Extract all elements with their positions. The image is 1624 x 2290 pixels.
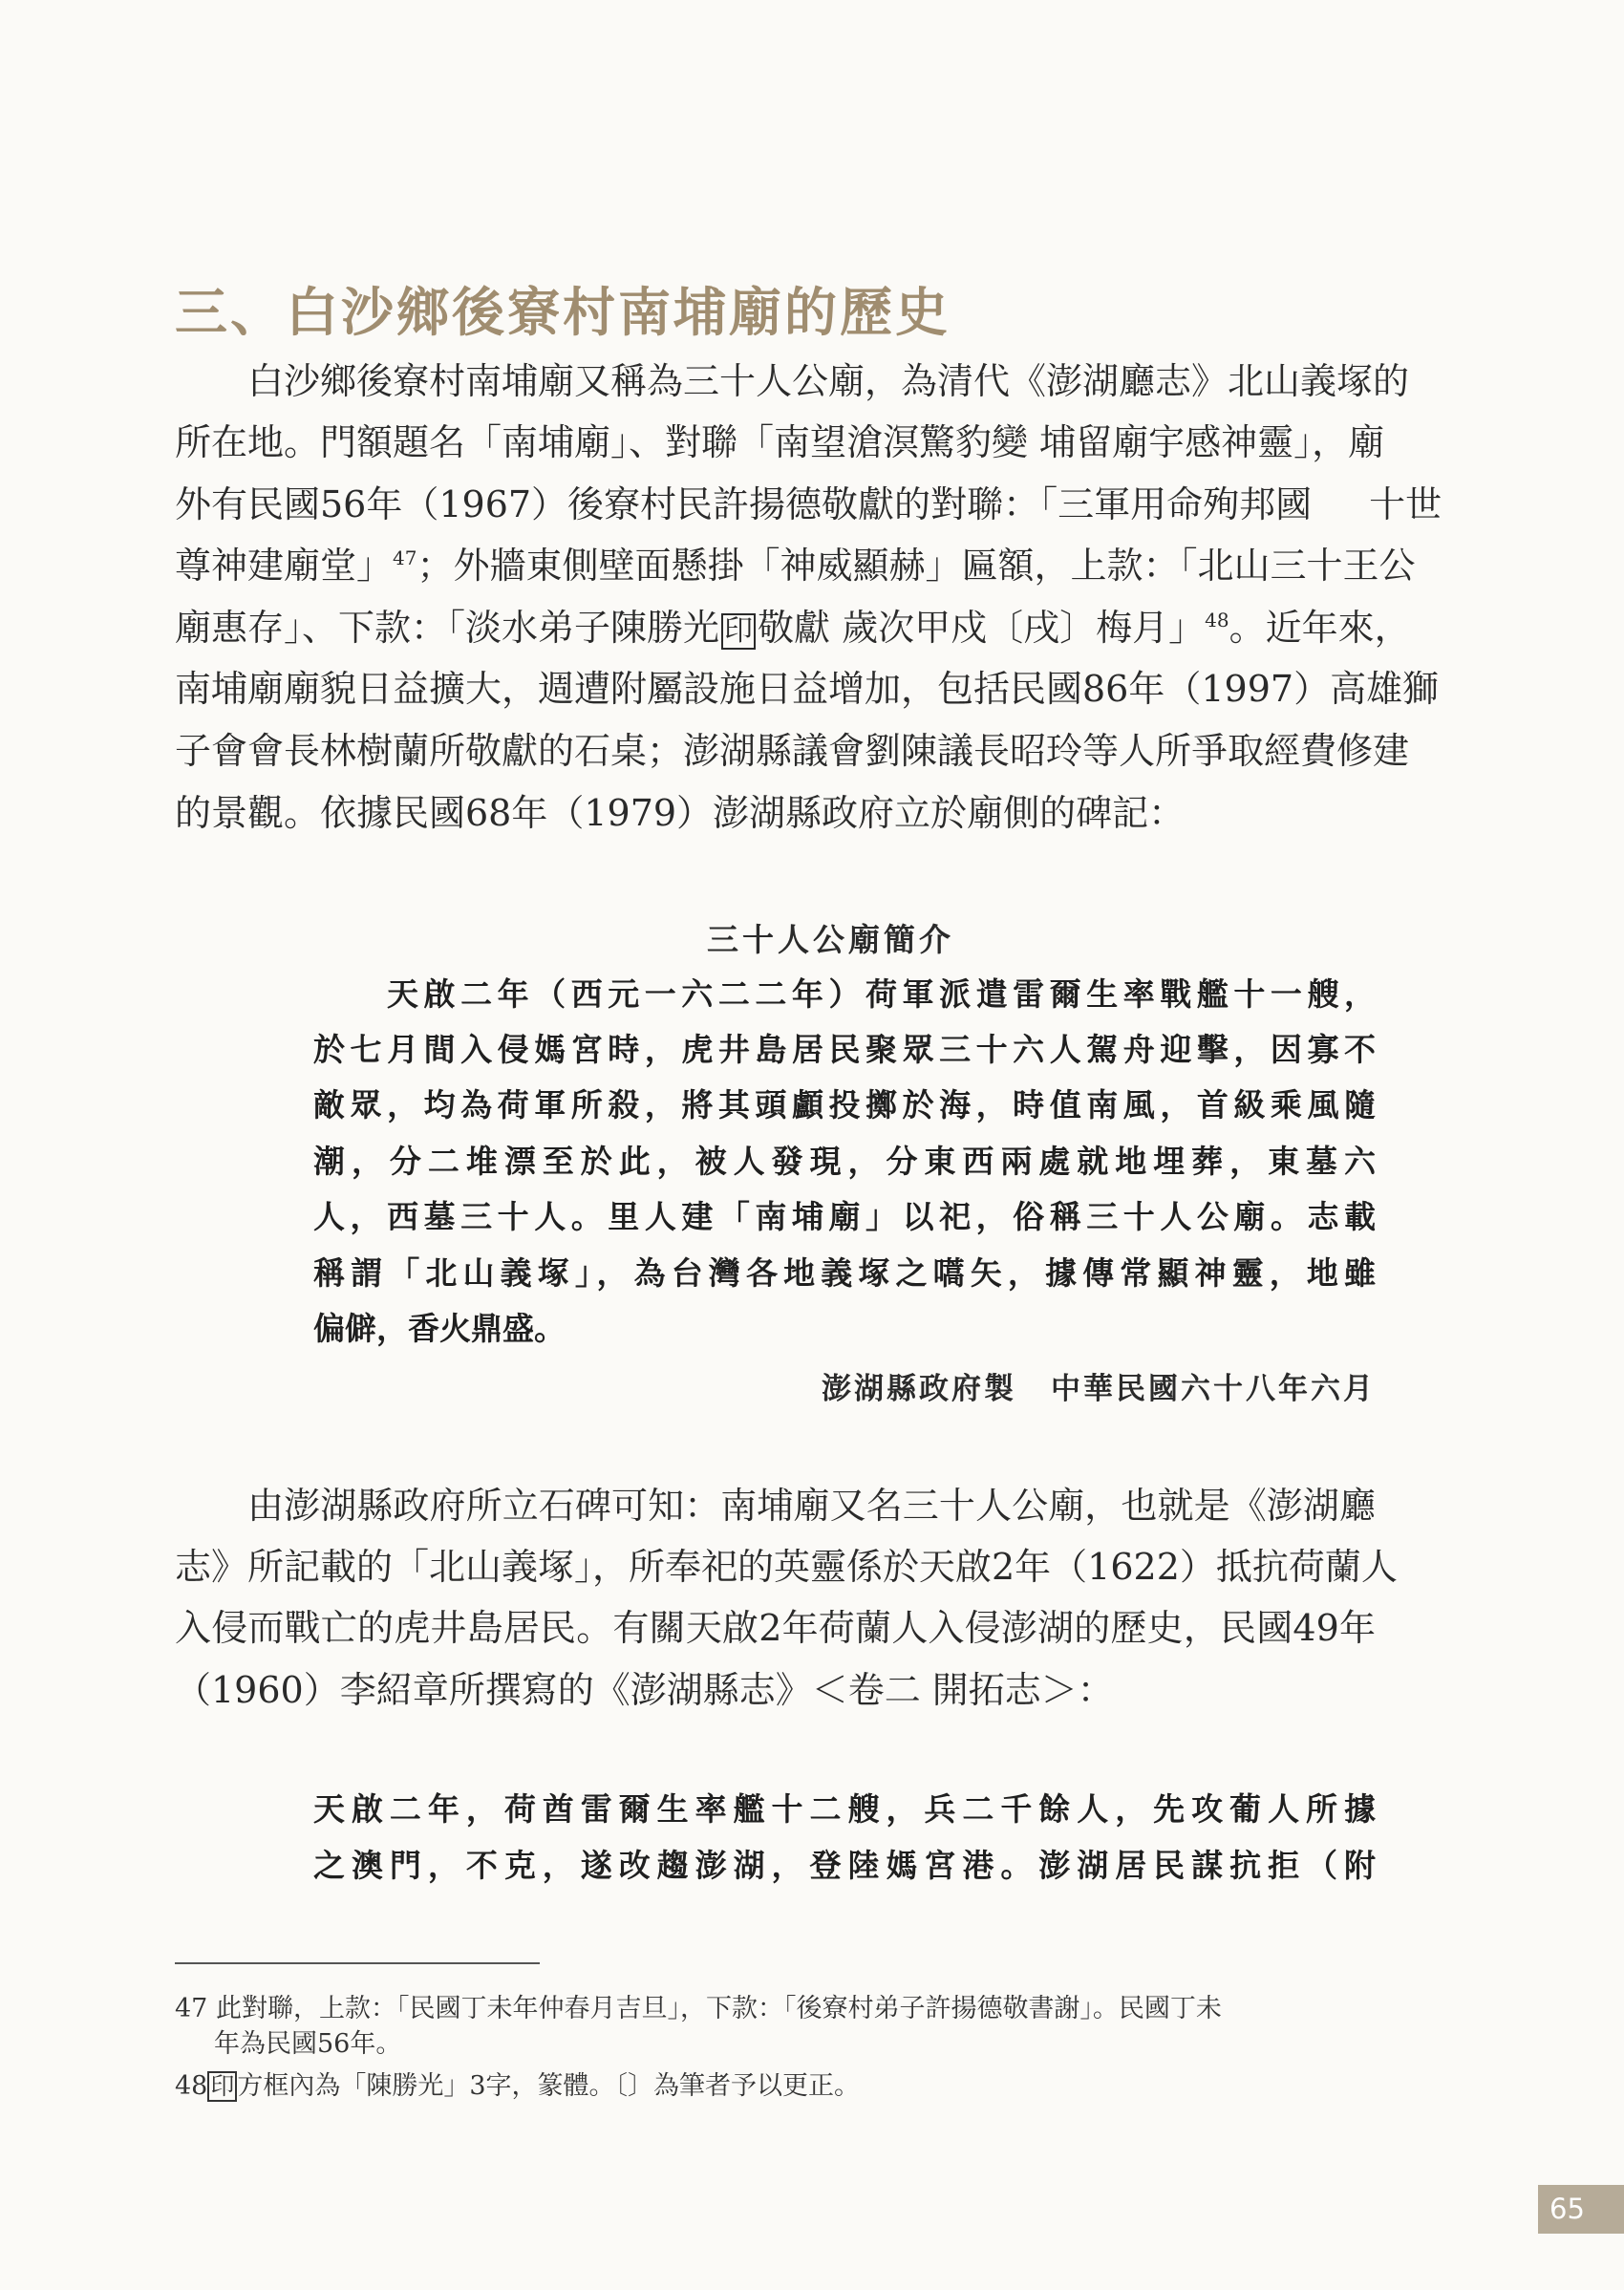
paragraph-1-line-3 xyxy=(175,482,1442,526)
stele-line: 潮，分二堆漂至於此，被人發現，分東西兩處就地埋葬，東墓六 xyxy=(313,1143,1376,1180)
paragraph-1-line-5 xyxy=(175,606,1411,650)
paragraph-1-line-3-tail: 十世 xyxy=(1369,483,1442,525)
paragraph-1-line-4 xyxy=(175,544,1416,588)
footnote-48 xyxy=(175,2070,860,2103)
footnote-47-line-2: 年為民國56年。 xyxy=(214,2029,402,2059)
footnote-48-box: 印 xyxy=(207,2071,237,2102)
stele-line: 偏僻，香火鼎盛。 xyxy=(313,1310,566,1347)
paragraph-1-line-4-text: 尊神建廟堂」 xyxy=(175,545,394,587)
paragraph-1-line-2: 所在地。門額題名「南埔廟」、對聯「南望滄溟驚豹變 埔留廟宇感神靈」，廟 xyxy=(175,421,1385,463)
paragraph-1-line-3-text: 外有民國56年（1967）後寮村民許揚德敬獻的對聯：「三軍用命殉邦國 xyxy=(175,483,1313,525)
paragraph-2-line-1: 由澎湖縣政府所立石碑可知：南埔廟又名三十人公廟，也就是《澎湖廳 xyxy=(247,1485,1376,1527)
county-quote-line: 天啟二年，荷酋雷爾生率艦十二艘，兵二千餘人，先攻葡人所據 xyxy=(313,1790,1376,1828)
paragraph-1-line-6: 南埔廟廟貌日益擴大，週遭附屬設施日益增加，包括民國86年（1997）高雄獅 xyxy=(175,668,1440,710)
paragraph-2-line-4: （1960）李紹章所撰寫的《澎湖縣志》＜卷二 開拓志＞： xyxy=(175,1669,1114,1711)
stele-signature-date: 中華民國六十八年六月 xyxy=(1051,1372,1376,1406)
stele-line: 天啟二年（西元一六二二年）荷軍派遣雷爾生率戰艦十一艘， xyxy=(387,975,1376,1013)
footnote-47-line-1: 47 此對聯，上款：「民國丁未年仲春月吉旦」，下款：「後寮村弟子許揚德敬書謝」。民國丁未 xyxy=(175,1994,1222,2023)
stele-signature-org: 澎湖縣政府製 xyxy=(822,1372,1016,1406)
footnote-48-number: 48 xyxy=(175,2071,208,2101)
footnote-ref-48: 48 xyxy=(1205,609,1229,631)
paragraph-1-line-8: 的景觀。依據民國68年（1979）澎湖縣政府立於廟側的碑記： xyxy=(175,792,1186,834)
section-title: 三、白沙鄉後寮村南埔廟的歷史 xyxy=(175,282,951,343)
footnote-48-text: 方框內為「陳勝光」3字，篆體。〔〕為筆者予以更正。 xyxy=(237,2071,861,2101)
page-number: 65 xyxy=(1538,2185,1624,2234)
paragraph-2-line-2: 志》所記載的「北山義塚」，所奉祀的英靈係於天啟2年（1622）抵抗荷蘭人 xyxy=(175,1546,1398,1588)
stele-signature xyxy=(822,1364,1376,1407)
paragraph-1-line-5-mid: 敬獻 歲次甲戍〔戌〕梅月」 xyxy=(758,607,1206,649)
stele-line: 稱謂「北山義塚」，為台灣各地義塚之嚆矢，據傳常顯神靈，地雖 xyxy=(313,1254,1376,1292)
paragraph-1-line-5-text: 廟惠存」、下款：「淡水弟子陳勝光 xyxy=(175,607,720,649)
stele-line: 人，西墓三十人。里人建「南埔廟」以祀，俗稱三十人公廟。志載 xyxy=(313,1198,1376,1235)
stele-line: 敵眾，均為荷軍所殺，將其頭顱投擲於海，時值南風，首級乘風隨 xyxy=(313,1086,1376,1124)
footnote-divider xyxy=(175,1962,540,1964)
paragraph-1-line-4-tail: ；外牆東側壁面懸掛「神威顯赫」匾額，上款：「北山三十王公 xyxy=(417,545,1416,587)
paragraph-1-line-1: 白沙鄉後寮村南埔廟又稱為三十人公廟，為清代《澎湖廳志》北山義塚的 xyxy=(247,360,1410,402)
paragraph-1-line-7: 子會會長林樹蘭所敬獻的石桌；澎湖縣議會劉陳議長昭玲等人所爭取經費修建 xyxy=(175,730,1410,772)
seal-box: 印 xyxy=(721,613,756,650)
stele-title: 三十人公廟簡介 xyxy=(707,921,954,958)
paragraph-1-line-5-tail: 。近年來， xyxy=(1229,607,1411,649)
footnote-ref-47: 47 xyxy=(393,546,417,569)
county-quote-line: 之澳門，不克，遂改趨澎湖，登陸媽宮港。澎湖居民謀抗拒（附 xyxy=(313,1847,1376,1884)
paragraph-2-line-3: 入侵而戰亡的虎井島居民。有關天啟2年荷蘭人入侵澎湖的歷史，民國49年 xyxy=(175,1607,1376,1649)
stele-line: 於七月間入侵媽宮時，虎井島居民聚眾三十六人駕舟迎擊，因寡不 xyxy=(313,1031,1376,1068)
